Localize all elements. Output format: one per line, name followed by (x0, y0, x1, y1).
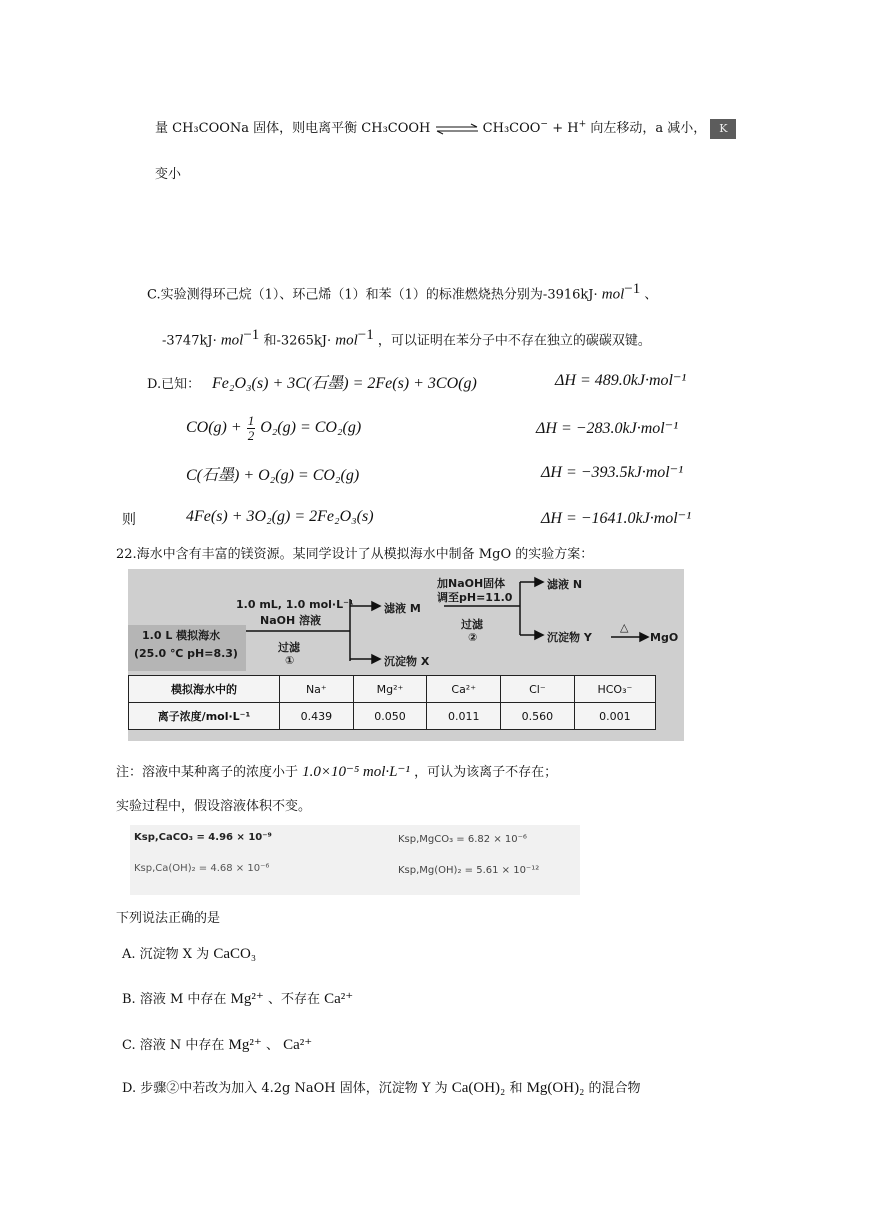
text: B. 溶液 M 中存在 (122, 992, 227, 1007)
ion-header: HCO₃⁻ (574, 676, 655, 703)
formula: Ca(OH)₂ (451, 1080, 506, 1096)
text: C.实验测得环己烷（1）、环己烯（1）和苯（1）的标准燃烧热分别为-3916kJ· (147, 287, 598, 303)
text: CH₃COO (482, 121, 541, 136)
ksp-caoh2: Ksp,Ca(OH)₂ = 4.68 × 10⁻⁶ (134, 863, 270, 874)
ksp-values (130, 825, 580, 895)
text: A. 沉淀物 X 为 (122, 947, 210, 962)
equation-3: C(石墨) + O₂(g) = CO₂(g) (186, 467, 360, 484)
formula: Ca²⁺ (324, 991, 354, 1007)
k-symbol-icon: K (710, 119, 736, 139)
reagent-naoh-solid: 加NaOH固体 (437, 577, 506, 590)
ion-value: 0.560 (501, 703, 575, 730)
filter-step-1: 过滤 (278, 641, 300, 654)
ion-value: 0.439 (280, 703, 354, 730)
unit: mol (220, 332, 244, 349)
sup: −1 (243, 327, 260, 343)
option-c-line2 (162, 327, 651, 349)
ion-header: Ca²⁺ (427, 676, 501, 703)
precipitate-y: 沉淀物 Y (547, 631, 592, 644)
ion-value: 0.011 (427, 703, 501, 730)
unit: mol (335, 332, 358, 349)
continuation-line: 量 CH₃COONa 固体，则电离平衡 CH₃COOH CH₃COO− + H+ 向左移动，a 减小， K (155, 117, 736, 139)
formula: Mg²⁺ (230, 991, 264, 1007)
q22-stem: 22.海水中含有丰富的镁资源。某同学设计了从模拟海水中制备 MgO 的实验方案： (116, 547, 594, 562)
ion-value: 0.001 (574, 703, 655, 730)
ion-header: Mg²⁺ (353, 676, 427, 703)
equation-2 (186, 414, 361, 443)
step-2-number: ② (468, 631, 478, 644)
text: 量 CH₃COONa 固体，则电离平衡 CH₃COOH (155, 121, 431, 136)
sup: −1 (357, 327, 374, 343)
choice-a[interactable] (122, 943, 256, 963)
text: ，可认为该离子不存在； (414, 765, 558, 780)
formula: Mg²⁺ (228, 1037, 262, 1053)
choice-d[interactable] (122, 1077, 640, 1097)
filter-step-2: 过滤 (461, 618, 483, 631)
text: C. 溶液 N 中存在 (122, 1038, 225, 1053)
ksp-mgco3: Ksp,MgCO₃ = 6.82 × 10⁻⁶ (398, 834, 527, 845)
seawater-conditions: (25.0 ℃ pH=8.3) (134, 647, 238, 660)
product-mgo: MgO (650, 631, 679, 644)
text: CO(g) + (186, 419, 242, 437)
reagent-naoh-amount: 1.0 mL, 1.0 mol·L⁻¹ (236, 598, 354, 611)
formula: CaCO₃ (213, 946, 257, 962)
choice-b[interactable] (122, 988, 353, 1008)
text: 向左移动，a 减小， (590, 121, 707, 136)
ion-concentration-table (128, 675, 656, 730)
equation-1: Fe₂O₃(s) + 3C(石墨) = 2Fe(s) + 3CO(g) (212, 375, 477, 392)
text: 注：溶液中某种离子的浓度小于 (116, 765, 299, 780)
formula: Ca²⁺ (283, 1037, 313, 1053)
enthalpy-2: ΔH = −283.0kJ·mol⁻¹ (536, 420, 678, 437)
table-row (129, 703, 656, 730)
precipitate-x: 沉淀物 X (384, 655, 430, 668)
text: 和-3265kJ· (263, 333, 332, 349)
text: 、 (265, 1038, 279, 1053)
table-header: 模拟海水中的 (129, 676, 280, 703)
ksp-caco3: Ksp,CaCO₃ = 4.96 × 10⁻⁹ (134, 832, 272, 843)
denominator: 2 (247, 428, 255, 443)
threshold-concentration: 1.0×10⁻⁵ mol·L⁻¹ (302, 764, 410, 780)
equilibrium-arrow-icon (435, 121, 483, 136)
text: 、不存在 (267, 992, 320, 1007)
step-1-number: ① (285, 654, 295, 667)
choice-c[interactable] (122, 1034, 312, 1054)
question-prompt: 下列说法正确的是 (116, 911, 221, 926)
note-line-2: 实验过程中，假设溶液体积不变。 (116, 799, 312, 814)
heat-icon: △ (620, 621, 629, 634)
unit: mol (601, 286, 625, 303)
then-label: 则 (122, 512, 136, 528)
text: D. 步骤②中若改为加入 4.2g NaOH 固体，沉淀物 Y 为 (122, 1081, 448, 1096)
flow-diagram (128, 569, 684, 741)
option-c-line1 (147, 281, 657, 303)
text: + H (552, 121, 579, 136)
enthalpy-4: ΔH = −1641.0kJ·mol⁻¹ (541, 510, 691, 527)
enthalpy-3: ΔH = −393.5kJ·mol⁻¹ (541, 464, 683, 481)
text: 和 (509, 1081, 523, 1096)
continuation-line-2: 变小 (155, 167, 182, 182)
note-line-1 (116, 761, 557, 781)
numerator: 1 (247, 413, 255, 428)
ion-header: Na⁺ (280, 676, 354, 703)
ion-header: Cl⁻ (501, 676, 575, 703)
table-header: 离子浓度/mol·L⁻¹ (129, 703, 280, 730)
text: ，可以证明在苯分子中不存在独立的碳碳双键。 (377, 333, 651, 349)
ksp-mgoh2: Ksp,Mg(OH)₂ = 5.61 × 10⁻¹² (398, 865, 540, 876)
option-d-label: D.已知： (147, 377, 201, 392)
reagent-naoh: NaOH 溶液 (260, 614, 322, 627)
text: O₂(g) = CO₂(g) (260, 419, 362, 437)
text: 、 (644, 287, 658, 303)
filtrate-m: 滤液 M (384, 602, 421, 615)
filtrate-n: 滤液 N (547, 578, 583, 591)
sup: −1 (624, 281, 641, 297)
adjust-ph: 调至pH=11.0 (437, 591, 513, 604)
text: 的混合物 (588, 1081, 641, 1096)
seawater-label: 1.0 L 模拟海水 (142, 629, 221, 642)
table-row (129, 676, 656, 703)
enthalpy-1: ΔH = 489.0kJ·mol⁻¹ (555, 372, 687, 389)
equation-4: 4Fe(s) + 3O₂(g) = 2Fe₂O₃(s) (186, 508, 374, 525)
fraction-one-half (247, 414, 256, 443)
text: -3747kJ· (162, 333, 217, 349)
formula: Mg(OH)₂ (526, 1080, 585, 1096)
ion-value: 0.050 (353, 703, 427, 730)
